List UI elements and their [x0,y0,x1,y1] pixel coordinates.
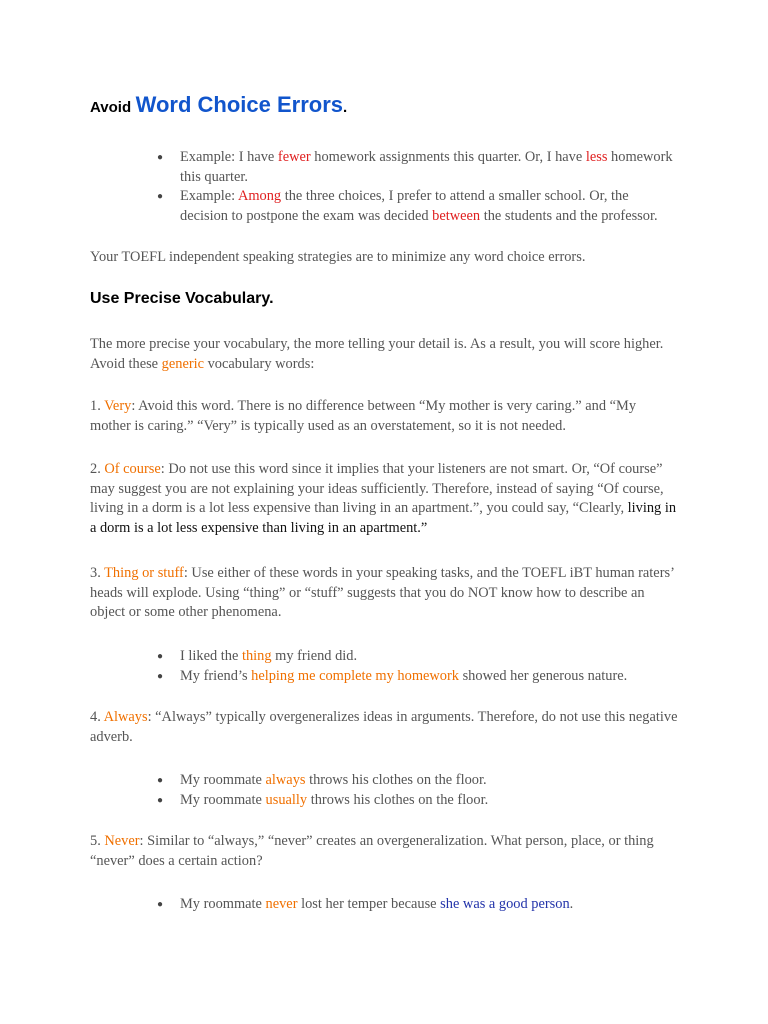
list-item: ● My roommate always throws his clothes on the floor. [157,771,677,791]
thing-example-list [157,647,677,686]
heading-suffix: . [343,99,348,116]
list-item: ● My roommate usually throws his clothes on the floor. [157,791,677,811]
item-never: 5. Never: Similar to “always,” “never” creates an overgeneralization. What person, place, or thing “never” does a certain action? [90,833,654,869]
heading-prefix: Avoid [90,99,132,116]
strategy-paragraph: Your TOEFL independent speaking strategies are to minimize any word choice errors. [90,249,586,265]
word-choice-example-list [157,148,677,226]
list-item: ● My roommate never lost her temper because she was a good person. [157,895,677,915]
list-item: ● Example: I have fewer homework assignments this quarter. Or, I have less homework this quarter. [157,148,677,187]
list-item: ● I liked the thing my friend did. [157,647,677,667]
item-very: 1. Very: Avoid this word. There is no difference between “My mother is very caring.” and “My mother is caring.” “Very” is typically used as an overstatement, so it is not needed. [90,398,637,434]
list-item: ● My friend’s helping me complete my homework showed her generous nature. [157,667,677,687]
heading-main: Word Choice Errors [135,92,343,117]
heading-use-precise-vocabulary: Use Precise Vocabulary. [90,290,274,307]
item-of-course: 2. Of course: Do not use this word since it implies that your listeners are not smart. Or, “Of course” may suggest you are not explaining your ideas sufficiently. Therefore, instead of saying “Of course, living in a dorm is a lot less expensive than living in an apartment.”, you could say, “Clearly, living in a dorm is a lot less expensive than living in an apartment.” [90,461,677,536]
intro-paragraph: The more precise your vocabulary, the more telling your detail is. As a result, you will score higher. Avoid these generic vocabulary words: [90,336,664,372]
always-example-list [157,771,677,810]
list-item: ● Example: Among the three choices, I prefer to attend a smaller school. Or, the decision to postpone the exam was decided between the students and the professor. [157,187,677,226]
item-always: 4. Always: “Always” typically overgeneralizes ideas in arguments. Therefore, do not use this negative adverb. [90,709,678,745]
item-thing-or-stuff: 3. Thing or stuff: Use either of these words in your speaking tasks, and the TOEFL iBT human raters’ heads will explode. Using “thing” or “stuff” suggests that you do NOT know how to describe an object or some other phenomena. [90,565,674,621]
heading-word-choice-errors [90,92,347,118]
never-example-list [157,895,677,915]
